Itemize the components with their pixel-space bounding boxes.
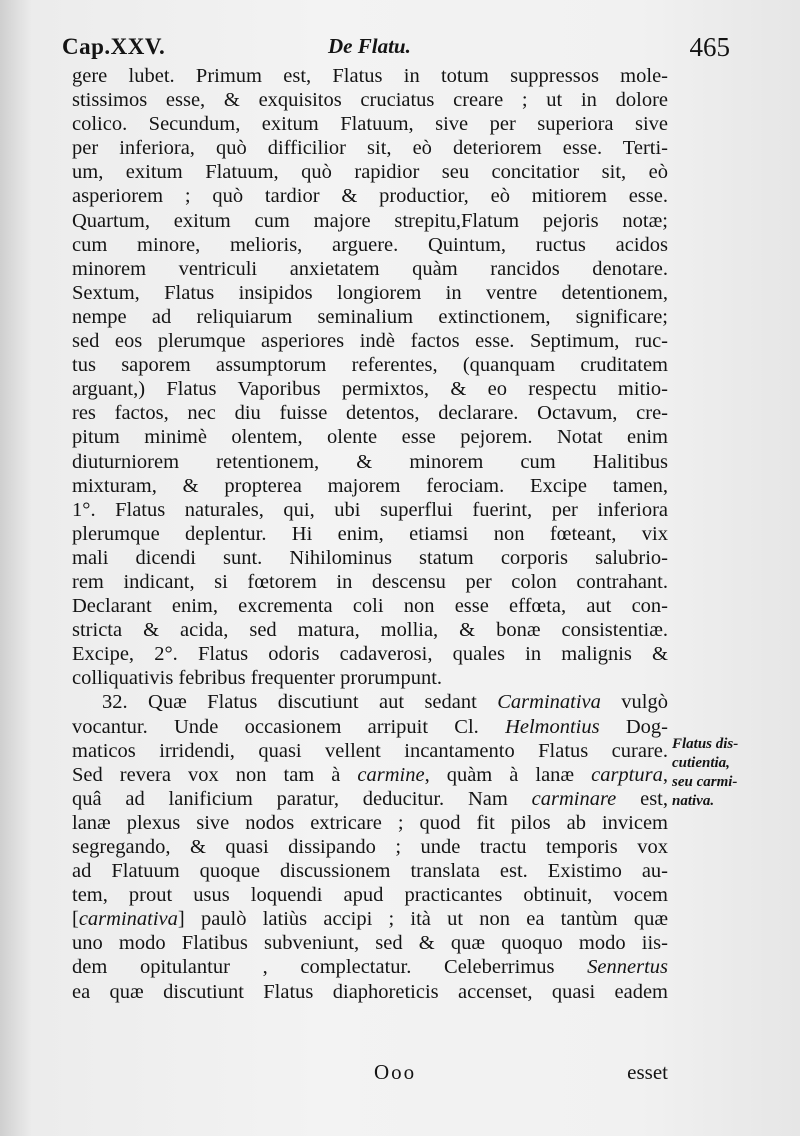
italic-term: Carminativa — [497, 691, 601, 714]
text-line: colliquativis febribus frequenter prorumpunt. — [72, 667, 443, 690]
text-line: diuturniorem retentionem, & minorem cum Halitibus — [72, 450, 668, 473]
page-footer — [72, 1060, 668, 1090]
paragraph-32-line: Sed revera vox non tam à carmine, quàm à lanæ carptura, — [72, 763, 668, 786]
marginal-note — [672, 735, 782, 811]
running-title: De Flatu. — [328, 34, 411, 58]
text-line: mali dicendi sunt. Nihilominus statum corporis salubrio- — [72, 546, 668, 569]
paragraph-32-line: [carminativa] paulò latiùs accipi ; ità ut non ea tantùm quæ — [72, 908, 668, 931]
paragraph-32-line: maticos irridendi, quasi vellent incantamento Flatus curare. — [72, 739, 668, 762]
text-line: mixturam, & propterea majorem ferociam. Excipe tamen, — [72, 474, 668, 497]
paragraph-32-line: uno modo Flatibus subveniunt, sed & quæ quoquo modo iis- — [72, 932, 668, 955]
text-line: gere lubet. Primum est, Flatus in totum suppressos mole- — [72, 65, 668, 87]
text-line: Sextum, Flatus insipidos longiorem in ventre detentionem, — [72, 281, 668, 304]
paragraph-32-line: tem, prout usus loquendi apud practicantes obtinuit, vocem — [72, 884, 668, 907]
chapter-heading: Cap.XXV. — [62, 34, 166, 59]
paragraph-32-line: 32. Quæ Flatus discutiunt aut sedant Carminativa vulgò — [102, 691, 668, 714]
text-line: Excipe, 2°. Flatus odoris cadaverosi, quales in malignis & — [72, 643, 668, 666]
text-line: plerumque deplentur. Hi enim, etiamsi non fœteant, vix — [72, 522, 668, 545]
text-line: Quartum, exitum cum majore strepitu,Flatum pejoris notæ; — [72, 209, 668, 232]
paragraph-32-line: quâ ad lanificium paratur, deducitur. Nam carminare est, — [72, 787, 668, 810]
text-line: res factos, nec diu fuisse detentos, declarare. Octavum, cre- — [72, 402, 668, 425]
running-header — [62, 30, 772, 66]
text-line: pitum minimè olentem, olente esse pejorem. Notat enim — [72, 426, 668, 449]
text-line: per inferiora, quò difficilior sit, eò deteriorem esse. Terti- — [72, 137, 668, 160]
text-line: arguant,) Flatus Vaporibus permixtos, & eo respectu mitio- — [72, 378, 668, 401]
text-line: sed eos plerumque asperiores indè factos esse. Septimum, ruc- — [72, 330, 668, 353]
text-line: tus saporem assumptorum referentes, (quanquam cruditatem — [72, 354, 668, 377]
paragraph-32-line: ea quæ discutiunt Flatus diaphoreticis accenset, quasi eadem — [72, 980, 668, 1003]
text-line: rem indicant, si fœtorem in descensu per colon contrahant. — [72, 570, 668, 593]
text-line: stissimos esse, & exquisitos cruciatus creare ; ut in dolore — [72, 89, 668, 112]
text-line: Declarant enim, excrementa coli non esse effœta, aut con- — [72, 595, 668, 618]
marginal-note-line: nativa. — [672, 793, 715, 809]
author-name: Helmontius — [505, 715, 600, 738]
paragraph-32-line: vocantur. Unde occasionem arripuit Cl. Helmontius Dog- — [72, 715, 668, 738]
page-number: 465 — [689, 32, 730, 62]
paragraph-32-line: dem opitulantur , complectatur. Celeberrimus Sennertus — [72, 956, 668, 979]
author-name: Sennertus — [587, 956, 668, 979]
text-line: nempe ad reliquiarum seminalium extinctionem, significare; — [72, 305, 668, 328]
main-text-block — [72, 64, 668, 1004]
text-line: 1°. Flatus naturales, qui, ubi superflui fuerint, per inferiora — [72, 498, 668, 521]
italic-term: carminare — [531, 787, 617, 810]
catchword: esset — [627, 1060, 668, 1084]
text-line: minorem ventriculi anxietatem quàm rancidos denotare. — [72, 257, 668, 280]
marginal-note-line: Flatus dis- — [672, 736, 739, 752]
paragraph-32-line: ad Flatuum quoque discussionem translata est. Existimo au- — [72, 860, 668, 883]
italic-term: carptura — [591, 763, 663, 786]
marginal-note-line: cutientia, — [672, 755, 730, 771]
text-line: um, exitum Flatuum, quò rapidior seu concitatior sit, eò — [72, 161, 668, 184]
italic-term: carmine — [357, 763, 425, 786]
text-line: colico. Secundum, exitum Flatuum, sive per superiora sive — [72, 113, 668, 136]
italic-term: carminativa — [78, 908, 178, 931]
marginal-note-line: seu carmi- — [672, 774, 738, 790]
text-line: stricta & acida, sed matura, mollia, & bonæ consistentiæ. — [72, 619, 668, 642]
signature-mark: Ooo — [374, 1060, 417, 1084]
paragraph-32-line: lanæ plexus sive nodos extricare ; quod fit pilos ab invicem — [72, 811, 668, 834]
text-line: cum minore, melioris, arguere. Quintum, ructus acidos — [72, 233, 668, 256]
text-line: asperiorem ; quò tardior & productior, eò mitiorem esse. — [72, 185, 668, 208]
paragraph-32-line: segregando, & quasi dissipando ; unde tractu temporis vox — [72, 836, 668, 858]
